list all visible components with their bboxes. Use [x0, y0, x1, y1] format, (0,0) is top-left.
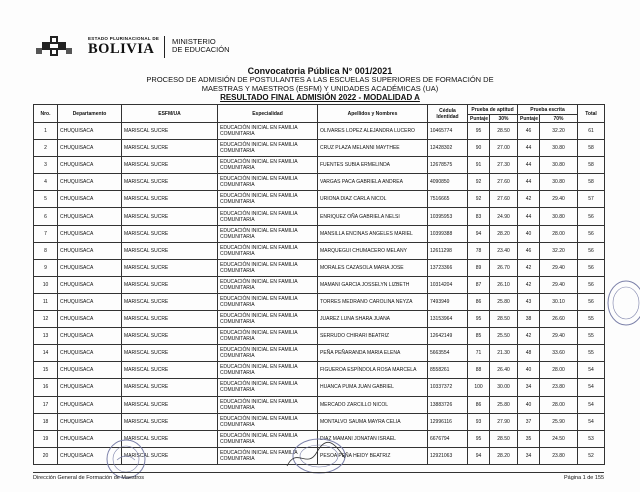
- table-row: [34, 208, 605, 225]
- cell-departamento: CHUQUISACA: [58, 311, 122, 328]
- cell-puntaje-aptitud: 94: [468, 225, 490, 242]
- cell-puntaje-escrita: 44: [518, 208, 540, 225]
- cell-especialidad: EDUCACIÓN INICIAL EN FAMILIA COMUNITARIA: [218, 396, 318, 413]
- cell-puntaje-aptitud: 95: [468, 430, 490, 447]
- table-row: [34, 293, 605, 310]
- cell-nombre: MONTALVO SAUMA MAYRA CELIA: [318, 413, 428, 430]
- cell-puntaje-aptitud: 92: [468, 191, 490, 208]
- cell-esfm: MARISCAL SUCRE: [122, 413, 218, 430]
- signature-stamp-icon: [285, 436, 347, 476]
- cell-nombre: FIGUEROA ESPÍNDOLA ROSA MARCELA: [318, 362, 428, 379]
- cell-nombre: URIONA DIAZ CARLA NICOL: [318, 191, 428, 208]
- cell-departamento: CHUQUISACA: [58, 396, 122, 413]
- cell-cedula: 13883726: [428, 396, 468, 413]
- table-row: [34, 328, 605, 345]
- cell-esfm: MARISCAL SUCRE: [122, 328, 218, 345]
- cell-nro: 3: [34, 157, 58, 174]
- cell-escrita-70: 32.20: [540, 123, 578, 140]
- table-header-row: [34, 105, 605, 115]
- cell-nro: 19: [34, 430, 58, 447]
- cell-total: 53: [578, 430, 605, 447]
- table-row: [34, 379, 605, 396]
- table-row: [34, 242, 605, 259]
- national-emblem-icon: [36, 34, 72, 58]
- cell-nro: 12: [34, 311, 58, 328]
- cell-esfm: MARISCAL SUCRE: [122, 191, 218, 208]
- cell-esfm: MARISCAL SUCRE: [122, 345, 218, 362]
- table-row: [34, 174, 605, 191]
- cell-departamento: CHUQUISACA: [58, 157, 122, 174]
- cell-puntaje-escrita: 43: [518, 293, 540, 310]
- cell-aptitud-30: 28.20: [490, 225, 518, 242]
- cell-departamento: CHUQUISACA: [58, 123, 122, 140]
- header-70pct: 70%: [540, 115, 578, 123]
- cell-total: 55: [578, 311, 605, 328]
- cell-departamento: CHUQUISACA: [58, 242, 122, 259]
- ministry-line-2: DE EDUCACIÓN: [172, 45, 230, 54]
- cell-departamento: CHUQUISACA: [58, 208, 122, 225]
- cell-especialidad: EDUCACIÓN INICIAL EN FAMILIA COMUNITARIA: [218, 259, 318, 276]
- cell-puntaje-aptitud: 94: [468, 447, 490, 464]
- header-puntaje-aptitud: Puntaje: [468, 115, 490, 123]
- cell-departamento: CHUQUISACA: [58, 447, 122, 464]
- cell-cedula: 6676794: [428, 430, 468, 447]
- cell-cedula: 12996116: [428, 413, 468, 430]
- cell-puntaje-aptitud: 93: [468, 413, 490, 430]
- cell-puntaje-aptitud: 90: [468, 140, 490, 157]
- cell-esfm: MARISCAL SUCRE: [122, 293, 218, 310]
- cell-departamento: CHUQUISACA: [58, 362, 122, 379]
- cell-aptitud-30: 26.40: [490, 362, 518, 379]
- cell-especialidad: EDUCACIÓN INICIAL EN FAMILIA COMUNITARIA: [218, 447, 318, 464]
- brand-title: BOLIVIA: [88, 41, 155, 57]
- cell-nro: 4: [34, 174, 58, 191]
- cell-departamento: CHUQUISACA: [58, 174, 122, 191]
- cell-cedula: 12642149: [428, 328, 468, 345]
- cell-aptitud-30: 28.50: [490, 430, 518, 447]
- header-escrita: Prueba escrita: [518, 105, 578, 115]
- resultado-title: RESULTADO FINAL ADMISIÓN 2022 - MODALIDAD A: [220, 93, 420, 102]
- table-row: [34, 276, 605, 293]
- cell-escrita-70: 29.40: [540, 276, 578, 293]
- cell-escrita-70: 26.60: [540, 311, 578, 328]
- cell-total: 55: [578, 345, 605, 362]
- cell-especialidad: EDUCACIÓN INICIAL EN FAMILIA COMUNITARIA: [218, 140, 318, 157]
- cell-total: 56: [578, 225, 605, 242]
- cell-total: 54: [578, 413, 605, 430]
- cell-especialidad: EDUCACIÓN INICIAL EN FAMILIA COMUNITARIA: [218, 413, 318, 430]
- cell-esfm: MARISCAL SUCRE: [122, 225, 218, 242]
- cell-nro: 14: [34, 345, 58, 362]
- footer-institution: Dirección General de Formación de Maestros: [33, 475, 144, 481]
- cell-esfm: MARISCAL SUCRE: [122, 396, 218, 413]
- cell-departamento: CHUQUISACA: [58, 140, 122, 157]
- proceso-line-1: PROCESO DE ADMISIÓN DE POSTULANTES A LAS ESCUELAS SUPERIORES DE FORMACIÓN DE: [146, 75, 494, 84]
- cell-total: 54: [578, 362, 605, 379]
- cell-esfm: MARISCAL SUCRE: [122, 362, 218, 379]
- table-row: [34, 259, 605, 276]
- header-cedula: Cédula Identidad: [428, 105, 468, 123]
- cell-cedula: 12678575: [428, 157, 468, 174]
- cell-cedula: 8558261: [428, 362, 468, 379]
- cell-total: 56: [578, 293, 605, 310]
- cell-puntaje-escrita: 46: [518, 242, 540, 259]
- cell-puntaje-escrita: 44: [518, 157, 540, 174]
- cell-total: 52: [578, 447, 605, 464]
- cell-aptitud-30: 26.70: [490, 259, 518, 276]
- cell-puntaje-escrita: 37: [518, 413, 540, 430]
- cell-especialidad: EDUCACIÓN INICIAL EN FAMILIA COMUNITARIA: [218, 242, 318, 259]
- cell-escrita-70: 28.00: [540, 396, 578, 413]
- cell-esfm: MARISCAL SUCRE: [122, 259, 218, 276]
- cell-cedula: 13723366: [428, 259, 468, 276]
- header-total: Total: [578, 105, 605, 123]
- cell-esfm: MARISCAL SUCRE: [122, 379, 218, 396]
- cell-especialidad: EDUCACIÓN INICIAL EN FAMILIA COMUNITARIA: [218, 225, 318, 242]
- cell-total: 57: [578, 191, 605, 208]
- table-body: [34, 123, 605, 465]
- cell-cedula: 5663554: [428, 345, 468, 362]
- cell-cedula: 12611298: [428, 242, 468, 259]
- header-divider: [164, 36, 165, 58]
- cell-cedula: 12921063: [428, 447, 468, 464]
- cell-nombre: FUENTES SUBIA ERMELINDA: [318, 157, 428, 174]
- convocatoria-title: Convocatoria Pública N° 001/2021: [247, 66, 393, 76]
- ministry-line-1: MINISTERIO: [172, 37, 216, 46]
- cell-nro: 18: [34, 413, 58, 430]
- cell-nro: 11: [34, 293, 58, 310]
- cell-nombre: ENRIQUEZ OÑA GABRIELA NELSI: [318, 208, 428, 225]
- header-apellidos: Apellidos y Nombres: [318, 105, 428, 123]
- cell-puntaje-aptitud: 85: [468, 328, 490, 345]
- cell-nro: 13: [34, 328, 58, 345]
- cell-cedula: 10314204: [428, 276, 468, 293]
- cell-esfm: MARISCAL SUCRE: [122, 157, 218, 174]
- cell-aptitud-30: 21.30: [490, 345, 518, 362]
- cell-escrita-70: 30.80: [540, 174, 578, 191]
- cell-esfm: MARISCAL SUCRE: [122, 276, 218, 293]
- cell-nombre: SERRUDO CHIRARI BEATRIZ: [318, 328, 428, 345]
- header-aptitud: Prueba de aptitud: [468, 105, 518, 115]
- cell-total: 56: [578, 259, 605, 276]
- cell-nombre: MORALES CAZASOLA MARIA JOSE: [318, 259, 428, 276]
- table-row: [34, 311, 605, 328]
- table-row: [34, 140, 605, 157]
- cell-aptitud-30: 23.40: [490, 242, 518, 259]
- cell-puntaje-escrita: 34: [518, 379, 540, 396]
- cell-nro: 1: [34, 123, 58, 140]
- cell-cedula: 4090850: [428, 174, 468, 191]
- cell-especialidad: EDUCACIÓN INICIAL EN FAMILIA COMUNITARIA: [218, 362, 318, 379]
- cell-especialidad: EDUCACIÓN INICIAL EN FAMILIA COMUNITARIA: [218, 123, 318, 140]
- cell-nombre: MERCADO ZARCILLO NICOL: [318, 396, 428, 413]
- cell-cedula: 10399388: [428, 225, 468, 242]
- cell-puntaje-escrita: 40: [518, 396, 540, 413]
- cell-puntaje-escrita: 40: [518, 362, 540, 379]
- cell-puntaje-aptitud: 88: [468, 362, 490, 379]
- table-row: [34, 362, 605, 379]
- results-table: [33, 104, 605, 465]
- cell-total: 58: [578, 140, 605, 157]
- cell-cedula: 7516665: [428, 191, 468, 208]
- cell-total: 54: [578, 396, 605, 413]
- header-puntaje-escrita: Puntaje: [518, 115, 540, 123]
- cell-puntaje-escrita: 35: [518, 430, 540, 447]
- cell-escrita-70: 28.00: [540, 225, 578, 242]
- cell-especialidad: EDUCACIÓN INICIAL EN FAMILIA COMUNITARIA: [218, 379, 318, 396]
- cell-puntaje-aptitud: 87: [468, 276, 490, 293]
- cell-puntaje-aptitud: 95: [468, 123, 490, 140]
- cell-puntaje-escrita: 42: [518, 276, 540, 293]
- cell-total: 55: [578, 328, 605, 345]
- header-departamento: Departamento: [58, 105, 122, 123]
- cell-cedula: 7493949: [428, 293, 468, 310]
- cell-departamento: CHUQUISACA: [58, 259, 122, 276]
- cell-nombre: DIAZ MAMANI JONATAN ISRAEL: [318, 430, 428, 447]
- cell-nro: 5: [34, 191, 58, 208]
- cell-especialidad: EDUCACIÓN INICIAL EN FAMILIA COMUNITARIA: [218, 328, 318, 345]
- cell-puntaje-escrita: 40: [518, 225, 540, 242]
- cell-departamento: CHUQUISACA: [58, 345, 122, 362]
- cell-especialidad: EDUCACIÓN INICIAL EN FAMILIA COMUNITARIA: [218, 311, 318, 328]
- cell-puntaje-escrita: 42: [518, 328, 540, 345]
- proceso-line-2: MAESTRAS Y MAESTROS (ESFM) Y UNIDADES ACADÉMICAS (UA): [201, 83, 439, 93]
- cell-especialidad: EDUCACIÓN INICIAL EN FAMILIA COMUNITARIA: [218, 191, 318, 208]
- cell-nro: 20: [34, 447, 58, 464]
- cell-puntaje-escrita: 46: [518, 123, 540, 140]
- cell-aptitud-30: 28.50: [490, 311, 518, 328]
- cell-departamento: CHUQUISACA: [58, 379, 122, 396]
- cell-total: 58: [578, 174, 605, 191]
- cell-especialidad: EDUCACIÓN INICIAL EN FAMILIA COMUNITARIA: [218, 345, 318, 362]
- cell-escrita-70: 30.80: [540, 157, 578, 174]
- cell-cedula: 10337372: [428, 379, 468, 396]
- cell-puntaje-aptitud: 78: [468, 242, 490, 259]
- cell-departamento: CHUQUISACA: [58, 191, 122, 208]
- cell-total: 56: [578, 208, 605, 225]
- cell-aptitud-30: 25.50: [490, 328, 518, 345]
- cell-nombre: MAMANI GARCIA JOSSELYN LIZBETH: [318, 276, 428, 293]
- cell-nombre: JUAREZ LUNA SHARA JUANA: [318, 311, 428, 328]
- cell-especialidad: EDUCACIÓN INICIAL EN FAMILIA COMUNITARIA: [218, 276, 318, 293]
- cell-puntaje-aptitud: 86: [468, 396, 490, 413]
- cell-cedula: 12428302: [428, 140, 468, 157]
- ministry-name: [172, 38, 230, 54]
- cell-nombre: MARQUEGUI CHUMACERO MELANY: [318, 242, 428, 259]
- cell-nombre: HUANCA PUMA JUAN GABRIEL: [318, 379, 428, 396]
- cell-escrita-70: 30.80: [540, 208, 578, 225]
- cell-escrita-70: 33.60: [540, 345, 578, 362]
- table-row: [34, 396, 605, 413]
- header-30pct: 30%: [490, 115, 518, 123]
- cell-esfm: MARISCAL SUCRE: [122, 123, 218, 140]
- cell-total: 61: [578, 123, 605, 140]
- header-esfm: ESFM/UA: [122, 105, 218, 123]
- cell-puntaje-aptitud: 86: [468, 293, 490, 310]
- cell-aptitud-30: 30.00: [490, 379, 518, 396]
- footer-page-number: Página 1 de 155: [564, 475, 605, 481]
- document-titles: [100, 66, 540, 103]
- cell-departamento: CHUQUISACA: [58, 276, 122, 293]
- table-row: [34, 123, 605, 140]
- cell-especialidad: EDUCACIÓN INICIAL EN FAMILIA COMUNITARIA: [218, 430, 318, 447]
- cell-escrita-70: 25.90: [540, 413, 578, 430]
- table-row: [34, 413, 605, 430]
- cell-aptitud-30: 28.50: [490, 123, 518, 140]
- header-especialidad: Especialidad: [218, 105, 318, 123]
- cell-puntaje-escrita: 44: [518, 140, 540, 157]
- cell-nro: 8: [34, 242, 58, 259]
- cell-escrita-70: 30.10: [540, 293, 578, 310]
- cell-escrita-70: 29.40: [540, 328, 578, 345]
- cell-nro: 9: [34, 259, 58, 276]
- cell-especialidad: EDUCACIÓN INICIAL EN FAMILIA COMUNITARIA: [218, 174, 318, 191]
- cell-cedula: 13153964: [428, 311, 468, 328]
- cell-aptitud-30: 25.80: [490, 396, 518, 413]
- cell-nro: 6: [34, 208, 58, 225]
- cell-departamento: CHUQUISACA: [58, 225, 122, 242]
- cell-aptitud-30: 27.30: [490, 157, 518, 174]
- header-nro: Nro.: [34, 105, 58, 123]
- cell-nro: 17: [34, 396, 58, 413]
- cell-esfm: MARISCAL SUCRE: [122, 174, 218, 191]
- cell-aptitud-30: 27.00: [490, 140, 518, 157]
- cell-escrita-70: 29.40: [540, 259, 578, 276]
- cell-puntaje-escrita: 42: [518, 191, 540, 208]
- cell-aptitud-30: 27.60: [490, 191, 518, 208]
- cell-esfm: MARISCAL SUCRE: [122, 242, 218, 259]
- cell-puntaje-aptitud: 92: [468, 174, 490, 191]
- cell-puntaje-escrita: 42: [518, 259, 540, 276]
- round-seal-icon: [105, 438, 147, 480]
- cell-esfm: MARISCAL SUCRE: [122, 447, 218, 464]
- cell-total: 58: [578, 157, 605, 174]
- cell-especialidad: EDUCACIÓN INICIAL EN FAMILIA COMUNITARIA: [218, 157, 318, 174]
- cell-puntaje-aptitud: 71: [468, 345, 490, 362]
- table-row: [34, 345, 605, 362]
- cell-esfm: MARISCAL SUCRE: [122, 208, 218, 225]
- cell-nro: 2: [34, 140, 58, 157]
- cell-puntaje-aptitud: 91: [468, 157, 490, 174]
- cell-nombre: CRUZ PLAZA MELANNI MAYTHEE: [318, 140, 428, 157]
- cell-departamento: CHUQUISACA: [58, 328, 122, 345]
- side-stamp-icon: [604, 278, 640, 328]
- cell-total: 56: [578, 276, 605, 293]
- cell-puntaje-aptitud: 100: [468, 379, 490, 396]
- cell-aptitud-30: 27.90: [490, 413, 518, 430]
- cell-puntaje-aptitud: 89: [468, 259, 490, 276]
- cell-escrita-70: 28.00: [540, 362, 578, 379]
- cell-nombre: OLIVARES LOPEZ ALEJANDRA LUCERO: [318, 123, 428, 140]
- cell-nombre: PESOA PEÑA HEIDY BEATRIZ: [318, 447, 428, 464]
- cell-nombre: TORRES MEDRANO CAROLINA NEYZA: [318, 293, 428, 310]
- cell-total: 54: [578, 379, 605, 396]
- cell-aptitud-30: 24.90: [490, 208, 518, 225]
- cell-puntaje-escrita: 48: [518, 345, 540, 362]
- cell-escrita-70: 23.80: [540, 447, 578, 464]
- cell-puntaje-escrita: 34: [518, 447, 540, 464]
- cell-cedula: 10395953: [428, 208, 468, 225]
- cell-escrita-70: 24.50: [540, 430, 578, 447]
- cell-departamento: CHUQUISACA: [58, 413, 122, 430]
- cell-escrita-70: 23.80: [540, 379, 578, 396]
- cell-aptitud-30: 27.60: [490, 174, 518, 191]
- cell-escrita-70: 29.40: [540, 191, 578, 208]
- cell-puntaje-escrita: 44: [518, 174, 540, 191]
- cell-esfm: MARISCAL SUCRE: [122, 430, 218, 447]
- cell-escrita-70: 32.20: [540, 242, 578, 259]
- cell-nombre: PEÑA PEÑARANDA MARIA ELENA: [318, 345, 428, 362]
- cell-puntaje-aptitud: 83: [468, 208, 490, 225]
- cell-nro: 16: [34, 379, 58, 396]
- cell-escrita-70: 30.80: [540, 140, 578, 157]
- cell-esfm: MARISCAL SUCRE: [122, 140, 218, 157]
- cell-aptitud-30: 28.20: [490, 447, 518, 464]
- cell-aptitud-30: 26.10: [490, 276, 518, 293]
- cell-nombre: VARGAS PACA GABRIELA ANDREA: [318, 174, 428, 191]
- cell-cedula: 10465774: [428, 123, 468, 140]
- cell-departamento: CHUQUISACA: [58, 430, 122, 447]
- table-row: [34, 225, 605, 242]
- cell-especialidad: EDUCACIÓN INICIAL EN FAMILIA COMUNITARIA: [218, 208, 318, 225]
- cell-especialidad: EDUCACIÓN INICIAL EN FAMILIA COMUNITARIA: [218, 293, 318, 310]
- cell-total: 56: [578, 242, 605, 259]
- cell-nro: 10: [34, 276, 58, 293]
- table-row: [34, 191, 605, 208]
- cell-nombre: MANSILLA ENCINAS ANGELES MARIEL: [318, 225, 428, 242]
- cell-esfm: MARISCAL SUCRE: [122, 311, 218, 328]
- cell-puntaje-escrita: 38: [518, 311, 540, 328]
- footer-divider: [33, 472, 604, 473]
- table-row: [34, 157, 605, 174]
- cell-aptitud-30: 25.80: [490, 293, 518, 310]
- cell-departamento: CHUQUISACA: [58, 293, 122, 310]
- cell-puntaje-aptitud: 95: [468, 311, 490, 328]
- cell-nro: 7: [34, 225, 58, 242]
- brand-subtitle: ESTADO PLURINACIONAL DE: [88, 36, 160, 41]
- cell-nro: 15: [34, 362, 58, 379]
